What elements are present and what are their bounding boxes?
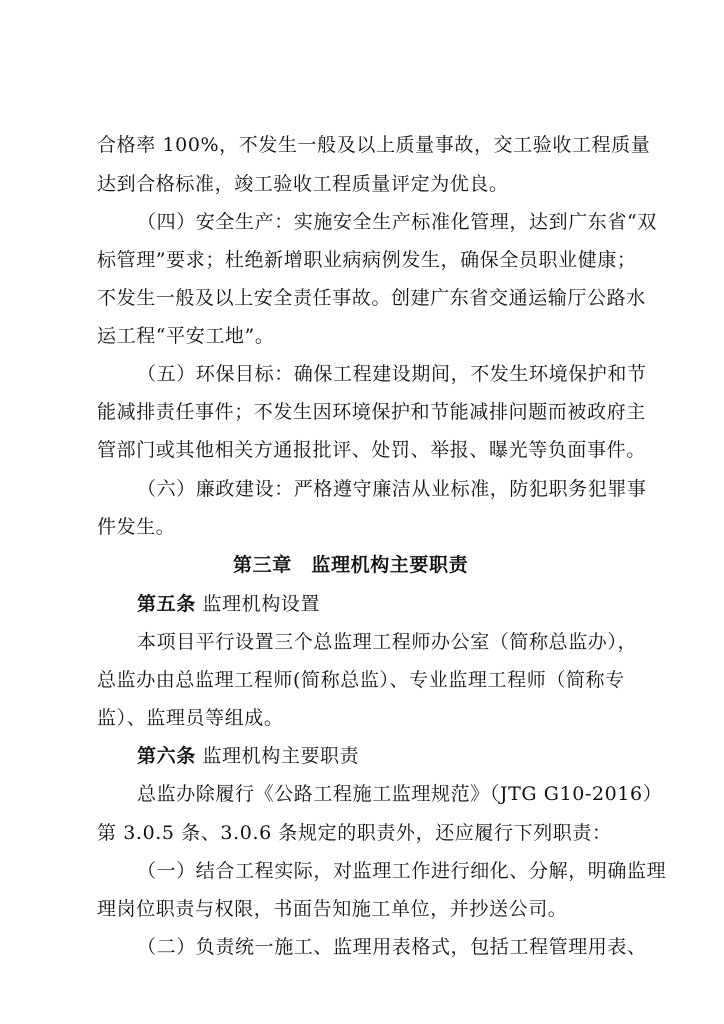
para2-line1: （四）安全生产：实施安全生产标准化管理，达到广东省“双 [137,211,657,233]
chapter-heading: 第三章 监理机构主要职责 [233,554,469,576]
article5-label: 第五条 [137,593,196,615]
para3-line1: （五）环保目标：确保工程建设期间，不发生环境保护和节 [137,363,647,385]
para2-line3: 不发生一般及以上安全责任事故。创建广东省交通运输厅公路水 [97,287,646,309]
article6-line4: 理岗位职责与权限，书面告知施工单位，并抄送公司。 [97,898,568,920]
article6-title: 监理机构主要职责 [202,745,360,767]
article6-line3: （一）结合工程实际，对监理工作进行细化、分解，明确监理 [137,860,667,882]
para1-line1: 合格率 100%，不发生一般及以上质量事故，交工验收工程质量 [97,134,651,156]
article5-line2: 总监办由总监理工程师(简称总监）、专业监理工程师（简称专 [97,669,625,691]
article6-label: 第六条 [137,745,196,767]
article5-line3: 监）、监理员等组成。 [97,707,284,729]
article6-line2: 第 3.0.5 条、3.0.6 条规定的职责外，还应履行下列职责： [97,822,612,844]
para3-line3: 管部门或其他相关方通报批评、处罚、举报、曝光等负面事件。 [97,439,646,461]
para4-line1: （六）廉政建设：严格遵守廉洁从业标准，防犯职务犯罪事 [137,478,647,500]
article6-line5: （二）负责统一施工、监理用表格式，包括工程管理用表、 [137,936,647,958]
para3-line2: 能减排责任事件；不发生因环境保护和节能减排问题而被政府主 [97,401,646,423]
article5-heading [137,592,320,616]
para1-line2: 达到合格标准，竣工验收工程质量评定为优良。 [97,173,509,195]
article6-heading [137,744,359,768]
article5-line1: 本项目平行设置三个总监理工程师办公室（简称总监办）， [137,631,638,653]
article6-line1: 总监办除履行《公路工程施工监理规范》（JTG G10-2016） [137,783,663,805]
para2-line4: 运工程“平安工地”。 [97,325,275,347]
para4-line2: 件发生。 [97,516,176,538]
para2-line2: 标管理”要求；杜绝新增职业病病例发生，确保全员职业健康； [97,249,637,271]
article5-title: 监理机构设置 [202,593,321,615]
